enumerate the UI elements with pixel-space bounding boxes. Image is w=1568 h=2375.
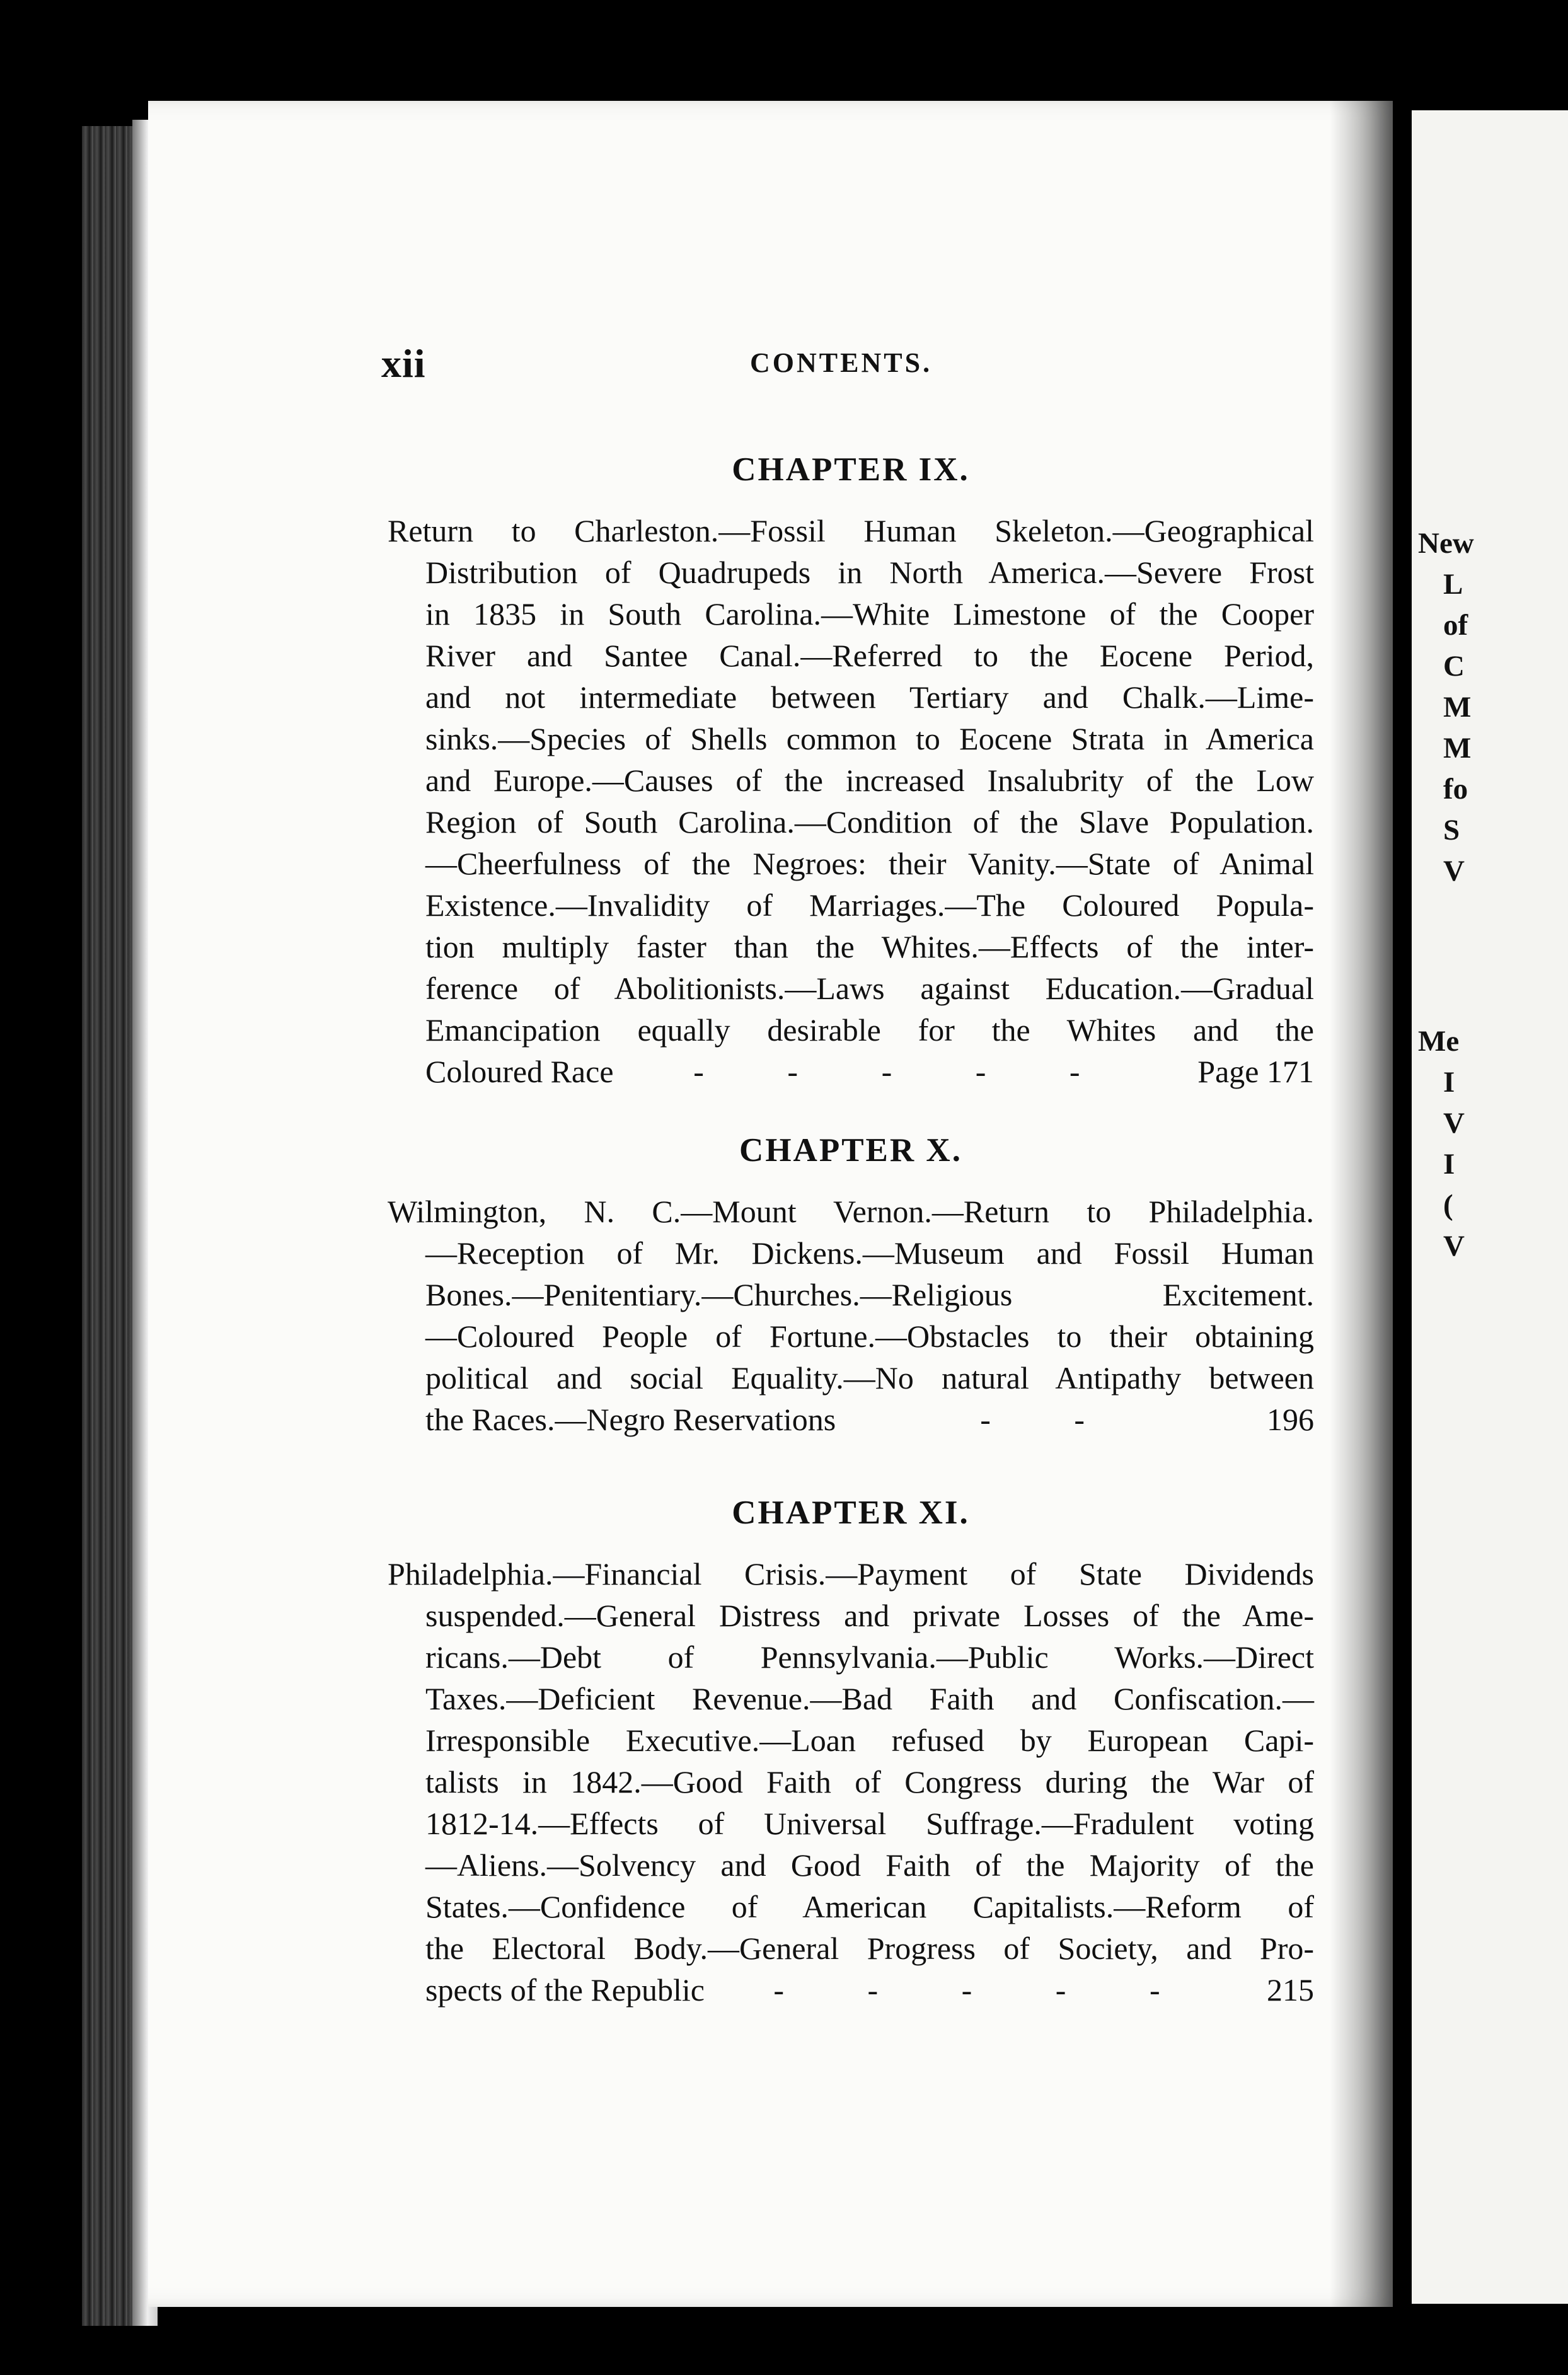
leader-dots: - - - - - [773,1972,1198,2008]
facing-text-fragment: V [1443,855,1465,887]
summary-line: —Cheerfulness of the Negroes: their Vanity.—State of Animal [425,846,1314,881]
chapter-title: CHAPTER IX. [732,451,970,488]
summary-line: Existence.—Invalidity of Marriages.—The Coloured Popula- [425,887,1314,923]
summary-line: —Reception of Mr. Dickens.—Museum and Fossil Human [425,1235,1314,1271]
running-title: CONTENTS. [750,347,933,378]
summary-line: talists in 1842.—Good Faith of Congress during the War of [425,1764,1314,1800]
chapter-summary [388,1494,1314,2011]
summary-line: and Europe.—Causes of the increased Insalubrity of the Low [425,763,1314,798]
summary-last-line [388,1399,1314,1440]
summary-line: Philadelphia.—Financial Crisis.—Payment of State Dividends [388,1556,1314,1592]
summary-line: ference of Abolitionists.—Laws against Education.—Gradual [425,971,1314,1006]
summary-last-line [388,1969,1314,2011]
facing-text-fragment: New [1418,527,1474,560]
summary-line: and not intermediate between Tertiary and Chalk.—Lime- [425,679,1314,715]
facing-text-fragment: M [1443,732,1472,765]
summary-line: Taxes.—Deficient Revenue.—Bad Faith and Confiscation.— [425,1681,1314,1716]
facing-text-fragment: ( [1443,1189,1453,1222]
facing-text-fragment: of [1443,609,1468,642]
facing-text-fragment: I [1443,1066,1455,1099]
facing-text-fragment: S [1443,814,1460,847]
facing-text-fragment: fo [1443,773,1468,806]
facing-text-fragment: V [1443,1107,1465,1140]
summary-line: sinks.—Species of Shells common to Eocene Strata in America [425,721,1314,756]
facing-text-fragment: V [1443,1230,1465,1263]
page-reference: 196 [1266,1402,1314,1437]
facing-text-fragment: I [1443,1148,1455,1181]
page-reference: 215 [1267,1972,1314,2008]
facing-text-fragment: Me [1418,1025,1460,1058]
chapter-title: CHAPTER X. [739,1132,962,1169]
summary-line: political and social Equality.—No natural Antipathy between [425,1360,1314,1396]
summary-line: Distribution of Quadrupeds in North America.—Severe Frost [425,555,1314,590]
summary-line-text: the Races.—Negro Reservations [425,1402,836,1437]
page-reference: Page 171 [1197,1054,1314,1089]
facing-text-fragment: L [1443,568,1463,601]
chapter-title: CHAPTER XI. [732,1494,970,1531]
summary-last-line [388,1051,1314,1092]
summary-line: tion multiply faster than the Whites.—Effects of the inter- [425,929,1314,964]
summary-line: Region of South Carolina.—Condition of the Slave Population. [425,804,1314,840]
summary-line: Bones.—Penitentiary.—Churches.—Religious Excitement. [425,1277,1314,1312]
summary-line: ricans.—Debt of Pennsylvania.—Public Works.—Direct [425,1639,1314,1675]
summary-line: Irresponsible Executive.—Loan refused by European Capi- [425,1723,1314,1758]
summary-line-text: spects of the Republic [425,1972,705,2008]
running-head [381,340,1314,384]
summary-line: River and Santee Canal.—Referred to the Eocene Period, [425,638,1314,673]
gutter-shadow [1330,101,1393,2307]
chapter-summary [388,1131,1314,1440]
summary-line: 1812-14.—Effects of Universal Suffrage.—Fradulent voting [425,1806,1314,1841]
summary-line: Wilmington, N. C.—Mount Vernon.—Return to Philadelphia. [388,1194,1314,1229]
summary-line: —Aliens.—Solvency and Good Faith of the Majority of the [425,1847,1314,1883]
summary-line: States.—Confidence of American Capitalists.—Reform of [425,1889,1314,1924]
leader-dots: - - - - - [693,1054,1118,1089]
facing-page [1412,110,1568,2304]
summary-line: in 1835 in South Carolina.—White Limestone of the Cooper [425,596,1314,632]
summary-line: Return to Charleston.—Fossil Human Skeleton.—Geographical [388,513,1314,548]
leader-dots: - - [980,1402,1122,1437]
page-number: xii [381,341,426,386]
summary-line: suspended.—General Distress and private Losses of the Ame- [425,1598,1314,1633]
summary-line: the Electoral Body.—General Progress of Society, and Pro- [425,1931,1314,1966]
facing-text-fragment: M [1443,691,1472,724]
summary-line: —Coloured People of Fortune.—Obstacles to their obtaining [425,1319,1314,1354]
chapter-summary [388,451,1314,1092]
summary-line-text: Coloured Race [425,1054,614,1089]
summary-line: Emancipation equally desirable for the Whites and the [425,1012,1314,1048]
facing-text-fragment: C [1443,650,1465,683]
